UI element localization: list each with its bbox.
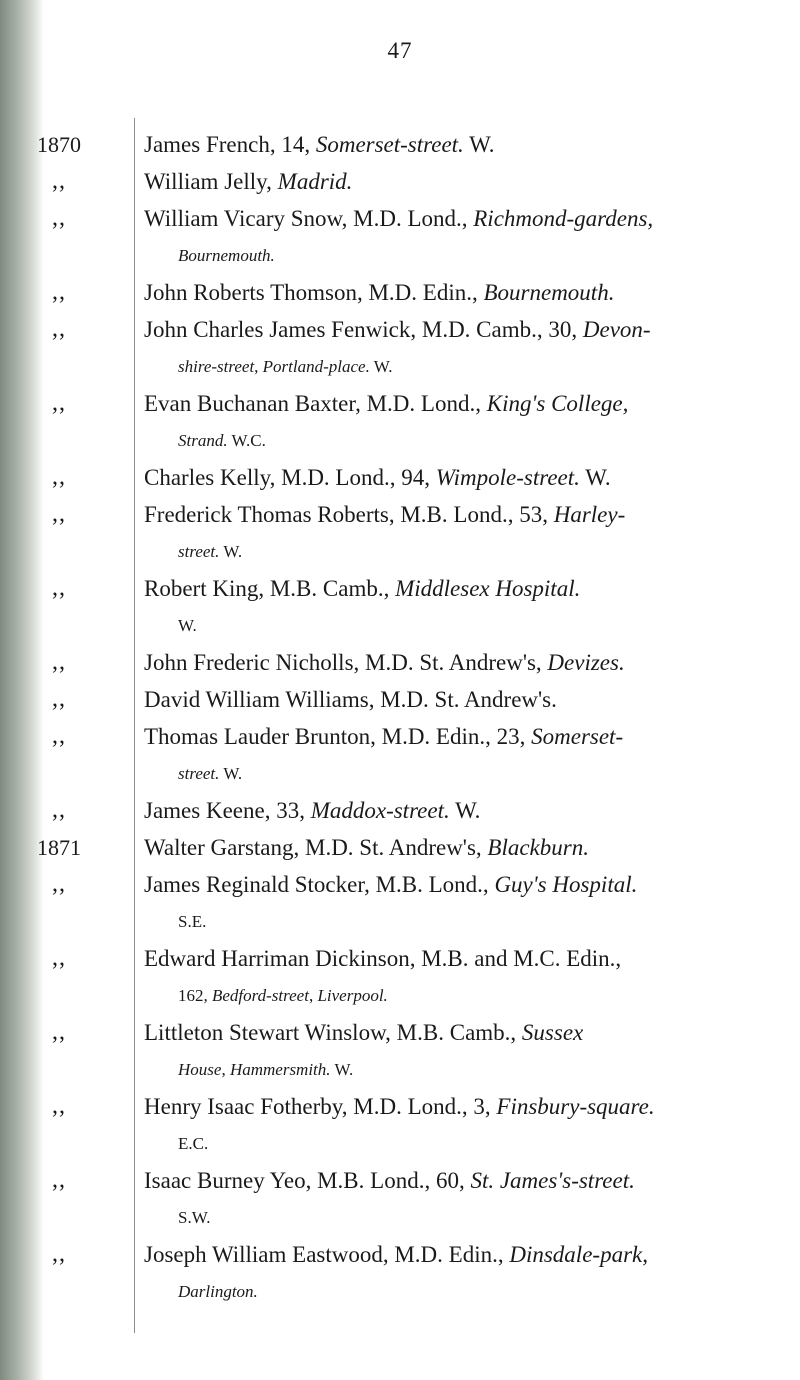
entry-year: ,,	[52, 871, 66, 897]
entry-year: ,,	[52, 686, 66, 712]
entry-line	[144, 681, 760, 718]
register-entry	[0, 940, 800, 1014]
entry-segment: ,	[221, 1060, 230, 1079]
entry-continuation-line	[144, 1051, 760, 1088]
address-italic: Hammersmith.	[229, 1060, 331, 1079]
entry-segment: David William Williams, M.D. St. Andrew's.	[144, 687, 557, 712]
entry-continuation-line	[144, 1199, 760, 1236]
entry-year: ,,	[52, 501, 66, 527]
entry-text	[144, 274, 760, 311]
entry-line	[144, 1088, 760, 1125]
address-italic: Middlesex Hospital.	[395, 576, 581, 601]
entry-line	[144, 940, 760, 977]
address-italic: House	[178, 1060, 222, 1079]
register-entry	[0, 681, 800, 718]
entry-segment: Littleton Stewart Winslow, M.B. Camb.,	[144, 1020, 522, 1045]
entry-text	[144, 792, 760, 829]
register-entry	[0, 385, 800, 459]
entry-text	[144, 644, 760, 681]
address-italic: Maddox-street.	[310, 798, 450, 823]
entry-segment: 162,	[178, 986, 212, 1005]
entry-text	[144, 163, 760, 200]
entry-year: ,,	[52, 1093, 66, 1119]
address-italic: King's College,	[486, 391, 629, 416]
register-entry	[0, 570, 800, 644]
entry-year: ,,	[52, 168, 66, 194]
address-italic: Sussex	[521, 1020, 584, 1045]
entry-continuation-line	[144, 533, 760, 570]
entry-text	[144, 496, 760, 570]
entry-line	[144, 311, 760, 348]
entry-segment: Evan Buchanan Baxter, M.D. Lond.,	[144, 391, 487, 416]
address-italic: Guy's Hospital.	[494, 872, 638, 897]
entry-segment: W.	[449, 798, 481, 823]
entry-segment: William Vicary Snow, M.D. Lond.,	[144, 206, 474, 231]
address-italic: St. James's-street.	[470, 1168, 635, 1193]
entry-segment: Edward Harriman Dickinson, M.B. and M.C. Edin.,	[144, 946, 622, 971]
entry-year: ,,	[52, 464, 66, 490]
entry-continuation-line	[144, 607, 760, 644]
address-italic: Blackburn.	[487, 835, 589, 860]
entry-continuation-line	[144, 755, 760, 792]
entry-year: ,,	[52, 723, 66, 749]
entry-segment: W.	[178, 616, 197, 635]
entry-line	[144, 496, 760, 533]
entry-segment: William Jelly,	[144, 169, 278, 194]
entry-segment: Thomas Lauder Brunton, M.D. Edin., 23,	[144, 724, 532, 749]
entry-segment: E.C.	[178, 1134, 209, 1153]
entry-line	[144, 126, 760, 163]
entry-text	[144, 126, 760, 163]
entry-segment: Robert King, M.B. Camb.,	[144, 576, 396, 601]
entry-line	[144, 163, 760, 200]
address-italic: Harley-	[553, 502, 626, 527]
address-italic: Bedford-street	[212, 986, 309, 1005]
address-italic: Somerset-street.	[315, 132, 464, 157]
register-entry	[0, 496, 800, 570]
entry-text	[144, 1236, 760, 1310]
address-italic: Dinsdale-park,	[509, 1242, 648, 1267]
entry-segment: John Charles James Fenwick, M.D. Camb., 30,	[144, 317, 583, 342]
register-entry	[0, 274, 800, 311]
entry-year: 1871	[37, 835, 81, 860]
entry-year: ,,	[52, 1241, 66, 1267]
address-italic: Devizes.	[547, 650, 625, 675]
address-italic: Devon-	[582, 317, 651, 342]
entry-year: 1870	[37, 132, 81, 157]
register-entry	[0, 1088, 800, 1162]
entry-segment: ,	[254, 357, 263, 376]
address-italic: Somerset-	[531, 724, 624, 749]
address-italic: street.	[178, 542, 220, 561]
entry-continuation-line	[144, 1125, 760, 1162]
entry-segment: Frederick Thomas Roberts, M.B. Lond., 53,	[144, 502, 554, 527]
entry-year: ,,	[52, 575, 66, 601]
entry-continuation-line	[144, 348, 760, 385]
register-entry	[0, 1162, 800, 1236]
address-italic: Portland-place.	[262, 357, 370, 376]
entry-year: ,,	[52, 649, 66, 675]
entry-line	[144, 459, 760, 496]
entry-text	[144, 681, 760, 718]
register-entry	[0, 1236, 800, 1310]
page-number: 47	[387, 38, 413, 63]
entry-line	[144, 792, 760, 829]
address-italic: Richmond-gardens,	[473, 206, 654, 231]
entry-text	[144, 1162, 760, 1236]
entry-segment: S.W.	[178, 1208, 211, 1227]
register-entry	[0, 459, 800, 496]
entry-segment: W.C.	[227, 431, 266, 450]
entry-continuation-line	[144, 1273, 760, 1310]
entry-text	[144, 866, 760, 940]
entry-segment: W.	[463, 132, 495, 157]
entry-text	[144, 570, 760, 644]
register-entry	[0, 829, 800, 866]
entry-text	[144, 1088, 760, 1162]
entry-year: ,,	[52, 316, 66, 342]
entry-line	[144, 274, 760, 311]
register-entry	[0, 311, 800, 385]
entry-segment: James Keene, 33,	[144, 798, 311, 823]
entry-year: ,,	[52, 1167, 66, 1193]
entry-segment: Charles Kelly, M.D. Lond., 94,	[144, 465, 436, 490]
register-entry	[0, 718, 800, 792]
address-italic: street.	[178, 764, 220, 783]
entry-continuation-line	[144, 237, 760, 274]
entry-text	[144, 1014, 760, 1088]
entry-line	[144, 866, 760, 903]
entry-segment: Isaac Burney Yeo, M.B. Lond., 60,	[144, 1168, 471, 1193]
entry-segment: James Reginald Stocker, M.B. Lond.,	[144, 872, 495, 897]
address-italic: Liverpool.	[317, 986, 388, 1005]
address-italic: shire-street	[178, 357, 255, 376]
register-entry	[0, 200, 800, 274]
entry-text	[144, 940, 760, 1014]
entry-segment: W.	[219, 764, 243, 783]
entry-segment: Joseph William Eastwood, M.D. Edin.,	[144, 1242, 510, 1267]
entry-segment: ,	[308, 986, 318, 1005]
entry-segment: John Frederic Nicholls, M.D. St. Andrew's,	[144, 650, 548, 675]
address-italic: Finsbury-square.	[496, 1094, 655, 1119]
register-entry	[0, 792, 800, 829]
entry-line	[144, 200, 760, 237]
entry-text	[144, 459, 760, 496]
entry-year: ,,	[52, 1019, 66, 1045]
register-entry	[0, 1014, 800, 1088]
entry-year: ,,	[52, 390, 66, 416]
entry-segment: John Roberts Thomson, M.D. Edin.,	[144, 280, 484, 305]
register-list	[0, 126, 800, 1310]
entry-continuation-line	[144, 422, 760, 459]
entry-text	[144, 718, 760, 792]
entry-segment: James French, 14,	[144, 132, 316, 157]
address-italic: Wimpole-street.	[435, 465, 580, 490]
entry-line	[144, 1014, 760, 1051]
entry-line	[144, 829, 760, 866]
entry-year: ,,	[52, 205, 66, 231]
entry-continuation-line	[144, 903, 760, 940]
entry-line	[144, 1236, 760, 1273]
entry-line	[144, 385, 760, 422]
entry-line	[144, 718, 760, 755]
address-italic: Bournemouth.	[178, 246, 275, 265]
register-entry	[0, 866, 800, 940]
entry-text	[144, 200, 760, 274]
entry-text	[144, 829, 760, 866]
entry-segment: W.	[369, 357, 393, 376]
entry-segment: S.E.	[178, 912, 207, 931]
entry-text	[144, 385, 760, 459]
address-italic: Darlington.	[178, 1282, 258, 1301]
entry-year: ,,	[52, 945, 66, 971]
entry-segment: W.	[579, 465, 611, 490]
address-italic: Strand.	[178, 431, 228, 450]
entry-line	[144, 570, 760, 607]
entry-segment: W.	[330, 1060, 354, 1079]
entry-year: ,,	[52, 279, 66, 305]
entry-segment: Henry Isaac Fotherby, M.D. Lond., 3,	[144, 1094, 497, 1119]
entry-year: ,,	[52, 797, 66, 823]
register-entry	[0, 126, 800, 163]
entry-text	[144, 311, 760, 385]
register-entry	[0, 163, 800, 200]
register-entry	[0, 644, 800, 681]
entry-line	[144, 644, 760, 681]
entry-line	[144, 1162, 760, 1199]
address-italic: Madrid.	[277, 169, 353, 194]
entry-segment: Walter Garstang, M.D. St. Andrew's,	[144, 835, 488, 860]
entry-continuation-line	[144, 977, 760, 1014]
address-italic: Bournemouth.	[483, 280, 615, 305]
entry-segment: W.	[219, 542, 243, 561]
